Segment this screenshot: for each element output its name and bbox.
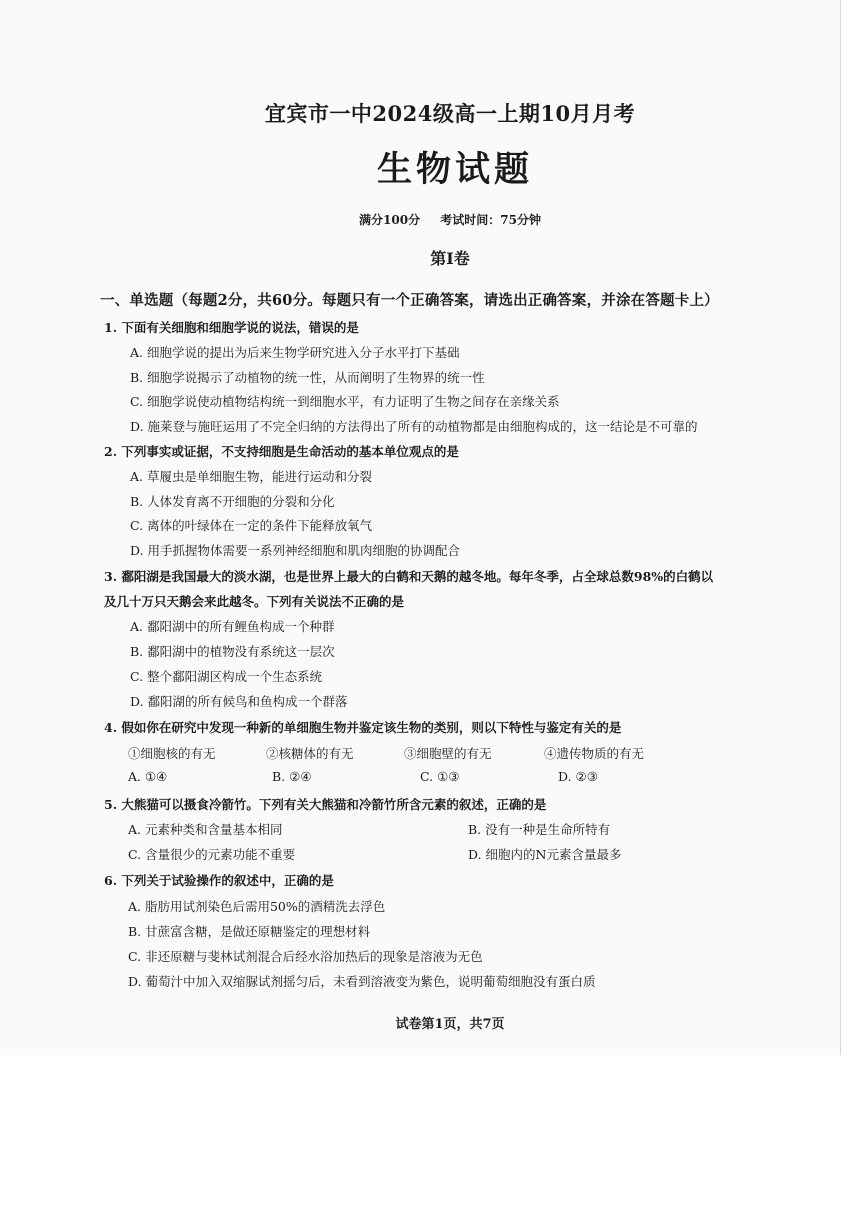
question-4-item-3: ③细胞壁的有无 — [404, 746, 492, 761]
question-3-stem-line2: 及几十万只天鹅会来此越冬。下列有关说法不正确的是 — [104, 594, 405, 609]
question-3-option-d: D. 鄱阳湖的所有候鸟和鱼构成一个群落 — [130, 694, 348, 709]
question-5-option-b: B. 没有一种是生命所特有 — [468, 822, 611, 837]
question-4-item-1: ①细胞核的有无 — [128, 746, 216, 761]
question-6-option-c: C. 非还原糖与斐林试剂混合后经水浴加热后的现象是溶液为无色 — [128, 949, 483, 964]
exam-time: 考试时间：75分钟 — [440, 213, 541, 227]
question-6-option-b: B. 甘蔗富含糖，是做还原糖鉴定的理想材料 — [128, 924, 371, 939]
question-4-stem: 4. 假如你在研究中发现一种新的单细胞生物并鉴定该生物的类别，则以下特性与鉴定有关的是 — [104, 720, 622, 735]
question-1-option-a: A. 细胞学说的提出为后来生物学研究进入分子水平打下基础 — [130, 345, 460, 360]
question-4-option-d: D. ②③ — [558, 769, 598, 784]
full-score: 满分100分 — [359, 213, 421, 227]
question-2-option-d: D. 用手抓握物体需要一系列神经细胞和肌肉细胞的协调配合 — [130, 543, 461, 558]
question-3-option-c: C. 整个鄱阳湖区构成一个生态系统 — [130, 669, 323, 684]
question-1-option-c: C. 细胞学说使动植物结构统一到细胞水平，有力证明了生物之间存在亲缘关系 — [130, 394, 560, 409]
question-5-option-d: D. 细胞内的N元素含量最多 — [468, 847, 622, 862]
question-2-option-b: B. 人体发育离不开细胞的分裂和分化 — [130, 494, 335, 509]
question-6-option-a: A. 脂肪用试剂染色后需用50%的酒精洗去浮色 — [128, 899, 386, 914]
question-5-option-c: C. 含量很少的元素功能不重要 — [128, 847, 296, 862]
question-4-item-2: ②核糖体的有无 — [266, 746, 354, 761]
question-4-option-c: C. ①③ — [420, 769, 460, 784]
question-4-item-4: ④遗传物质的有无 — [544, 746, 645, 761]
exam-meta — [0, 211, 860, 228]
section-heading: 一、单选题（每题2分，共60分。每题只有一个正确答案，请选出正确答案，并涂在答题卡上） — [100, 292, 719, 309]
question-1-option-b: B. 细胞学说揭示了动植物的统一性，从而阐明了生物界的统一性 — [130, 370, 485, 385]
question-3-option-a: A. 鄱阳湖中的所有鲤鱼构成一个种群 — [130, 619, 335, 634]
question-2-stem: 2. 下列事实或证据，不支持细胞是生命活动的基本单位观点的是 — [104, 444, 459, 459]
page-footer: 试卷第1页，共7页 — [395, 1017, 505, 1032]
question-6-stem: 6. 下列关于试验操作的叙述中，正确的是 — [104, 873, 334, 888]
question-5-stem: 5. 大熊猫可以摄食冷箭竹。下列有关大熊猫和冷箭竹所含元素的叙述，正确的是 — [104, 797, 547, 812]
exam-subject-title: 生物试题 — [376, 149, 533, 190]
question-4-option-b: B. ②④ — [272, 769, 312, 784]
question-3-stem: 3. 鄱阳湖是我国最大的淡水湖，也是世界上最大的白鹤和天鹅的越冬地。每年冬季，占全球总数98%的白鹤以 — [104, 569, 714, 584]
question-2-option-a: A. 草履虫是单细胞生物，能进行运动和分裂 — [130, 469, 372, 484]
question-6-option-d: D. 葡萄汁中加入双缩脲试剂摇匀后，未看到溶液变为紫色，说明葡萄细胞没有蛋白质 — [128, 974, 596, 989]
volume-heading: 第I卷 — [430, 249, 470, 268]
question-5-option-a: A. 元素种类和含量基本相同 — [128, 822, 283, 837]
question-1-option-d: D. 施莱登与施旺运用了不完全归纳的方法得出了所有的动植物都是由细胞构成的，这一结论是不可靠的 — [130, 419, 698, 434]
exam-title: 宜宾市一中2024级高一上期10月月考 — [264, 101, 636, 126]
question-4-option-a: A. ①④ — [128, 769, 168, 784]
question-1-stem: 1. 下面有关细胞和细胞学说的说法，错误的是 — [104, 320, 359, 335]
question-3-option-b: B. 鄱阳湖中的植物没有系统这一层次 — [130, 644, 335, 659]
question-2-option-c: C. 离体的叶绿体在一定的条件下能释放氧气 — [130, 518, 373, 533]
